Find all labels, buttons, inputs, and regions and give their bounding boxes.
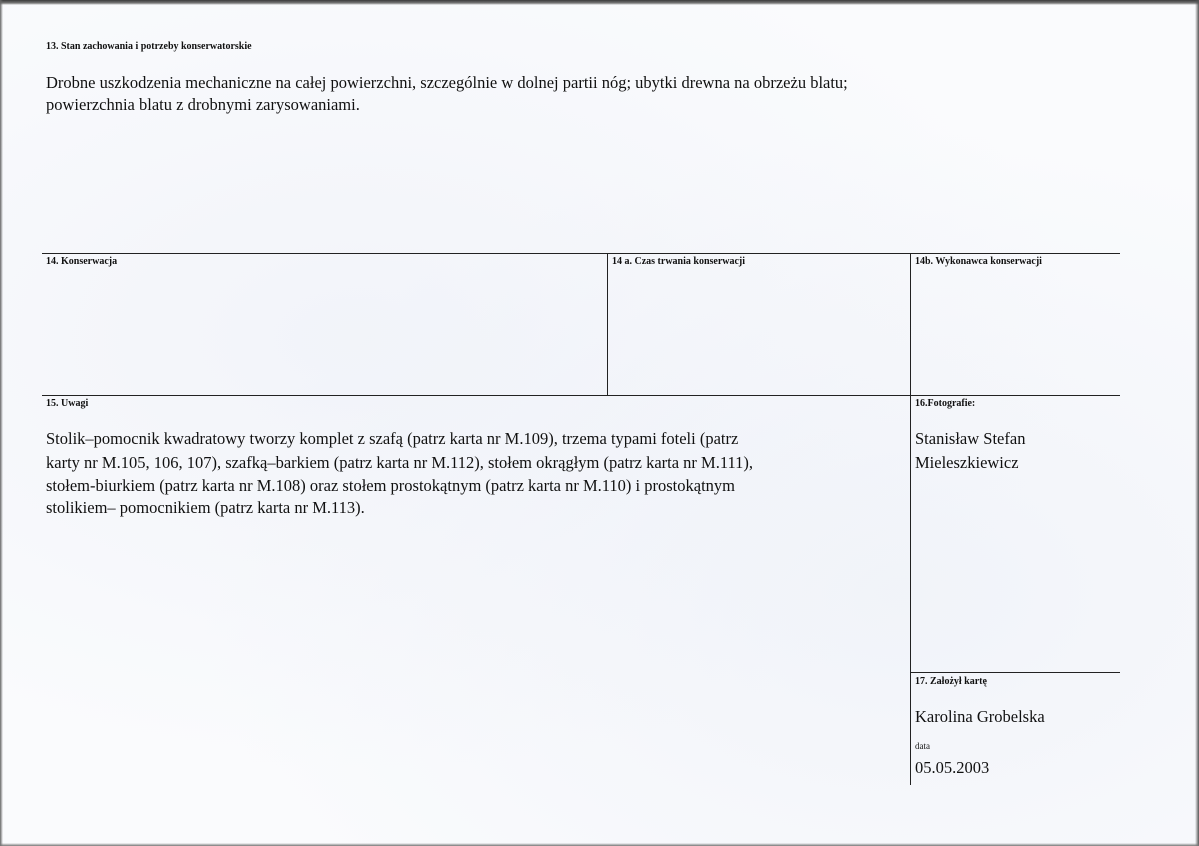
row-divider-17-top bbox=[910, 672, 1120, 673]
section-16-line2: Mieleszkiewicz bbox=[915, 453, 1019, 472]
section-17-date: 05.05.2003 bbox=[915, 758, 990, 777]
section-13-text-line1: Drobne uszkodzenia mechaniczne na całej powierzchni, szczególnie w dolnej partii nóg; ubytki drewna na obrzeżu blatu; bbox=[46, 73, 848, 92]
section-14b-label: 14b. Wykonawca konserwacji bbox=[915, 256, 1042, 267]
section-16-label: 16.Fotografie: bbox=[915, 398, 976, 409]
column-divider-14b bbox=[910, 253, 911, 785]
scan-edge-top bbox=[0, 0, 1199, 5]
scan-edge-right bbox=[1195, 0, 1199, 846]
scan-edge-left bbox=[0, 0, 3, 846]
section-17-name: Karolina Grobelska bbox=[915, 707, 1045, 726]
section-13-text-line2: powierzchnia blatu z drobnymi zarysowaniami. bbox=[46, 95, 360, 114]
row-divider-15-top bbox=[42, 395, 1120, 396]
section-15-line3: stołem-biurkiem (patrz karta nr M.108) oraz stołem prostokątnym (patrz karta nr M.110) i prostokątnym bbox=[46, 476, 735, 495]
section-13-label: 13. Stan zachowania i potrzeby konserwatorskie bbox=[46, 41, 252, 52]
row-divider-14-top bbox=[42, 253, 1120, 254]
section-15-line1: Stolik–pomocnik kwadratowy tworzy komplet z szafą (patrz karta nr M.109), trzema typami foteli (patrz bbox=[46, 429, 739, 448]
section-15-line2: karty nr M.105, 106, 107), szafką–barkiem (patrz karta nr M.112), stołem okrągłym (patrz karta nr M.111), bbox=[46, 453, 753, 472]
section-17-label: 17. Założył kartę bbox=[915, 676, 987, 687]
section-16-line1: Stanisław Stefan bbox=[915, 429, 1026, 448]
section-14a-label: 14 a. Czas trwania konserwacji bbox=[612, 256, 746, 267]
section-17-date-label: data bbox=[915, 741, 930, 751]
section-15-line4: stolikiem– pomocnikiem (patrz karta nr M.113). bbox=[46, 498, 365, 517]
section-15-label: 15. Uwagi bbox=[46, 398, 89, 409]
section-14-label: 14. Konserwacja bbox=[46, 256, 118, 267]
column-divider-14a bbox=[607, 253, 608, 395]
